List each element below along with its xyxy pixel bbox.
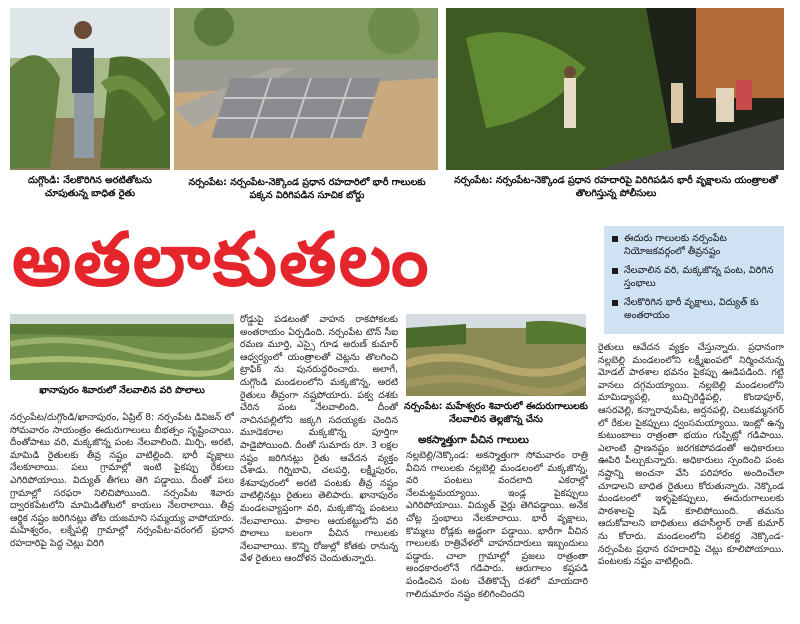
highlight-text: నేలవాలిన వరి, మక్కజొన్న పంట, విరిగిన స్తంభాలు [624, 265, 774, 289]
highlight-text: ఈదురు గాలులకు నర్సంపేట నియోజకవర్గంలో తీవ్రనష్టం [624, 233, 727, 257]
photo-farmer-banana [10, 8, 170, 170]
article-column-1: నర్సంపేట/దుగ్గొండి/ఖానాపురం, ఏప్రిల్ 8: నర్సంపేట డివిజన్ లో సోమవారం సాయంత్రం ఈదురుగాలులు బీభత్సం సృష్టించాయి. దీంతోపాటు వరి, మక్కజొన్న పంట నేలవాలింది. మిర్చి, అరటి, మామిడి రైతులకు తీవ్ర నష్టం వాటిల్లింది. భారీ వృక్షాలు నేలకూలాయి. పలు గ్రామాల్లో ఇంటి పైకప్పు రేకులు ఎగిరిపోయాయి. విద్యుత్ తీగలు తెగి పడ్డాయి. దీంతో పలు గ్రామాల్లో సరఫరా నిలిచిపోయింది. నర్సంపేట శివారు ద్వారకపేటలోని మామిడితోటలో కాయలు నేలరాలాయి. తీవ్ర ఆర్థిక నష్టం జరిగినట్లు తోట యజమాని సమ్మయ్య వాపోయారు. మహేశ్వరం, లక్నేపల్లి గ్రామాల్లో నర్సంపేట-వరంగల్ ప్రధాన రహదారిపై పెద్ద చెట్లు విరిగి [10, 412, 234, 549]
caption-place: నర్సంపేట: [404, 401, 443, 412]
page-headline: అతలాకుతలం [12, 217, 431, 303]
highlight-item [612, 296, 778, 322]
photo-police-clearing-trees [446, 8, 784, 170]
photo-flattened-paddy [10, 314, 234, 380]
photo-fallen-jowar [406, 314, 586, 396]
caption-place: ఖానాపురం శివారులో [39, 385, 116, 396]
highlight-item [612, 264, 778, 290]
bullet-square-icon [612, 268, 618, 274]
caption-text: నర్సంపేట-నెక్కొండ ప్రధాన రహదారిలో భారీ గాలులకు పక్కన విరిగిపడిన సూచిక బోర్డు [230, 177, 426, 201]
caption-text: నేలవాలిన వరి పొలాలు [119, 385, 205, 396]
highlight-text: నేలకొరిగిన భారీ వృక్షాలు, విద్యుత్ కు అంతరాయం [624, 297, 759, 321]
photo-fallen-signboard [174, 8, 438, 170]
article-column-4: రైతులు ఆవేదన వ్యక్తం చేస్తున్నారు. ప్రధానంగా నల్లబెల్లి మండలంలోని లక్ష్మీఖంపలో నిర్మించనున్న మోడల్ పాఠశాల భవనం పైకప్పు ఊడిపడింది. గట్టి వానలు దగ్గమయ్యాయి. నల్లబెల్లి మండలంలోని మామిడ్యాపల్లి, బుచ్చిరెడ్డిపల్లి, కొండాపూర్, ఆసరవెల్లి, కన్నారావుపేట, అర్షనపల్లి, చిలుకమ్మనగర్ లో రేకుల పైకప్పులు ధ్వంసమయ్యాయి. ఇంట్లో ఉన్న కుటుంబాలు రాత్రంతా భయం గుప్పిట్లో గడిపాయి. ఎలాంటి ప్రాణనష్టం జరగకపోవడంతో అధికారులు ఊపిరి పీల్చుకున్నారు. అధికారులు స్పందించి పంట నష్టాన్ని అంచనా వేసి పరిహారం అందించేలా చూడాలని బాధిత రైతులు కోరుతున్నారు. నెక్కొండ మండలంలో ఇళ్ళపైకప్పులు, ఈదురుగాలులకు పాఠశాలపై షెడ్ కూలిపోయింది. తమను ఆదుకోవాలని బాధితులు తహసీల్దార్ రాజ్ కుమార్ ను కోరారు. మండలంలోని పలికర్ణ నెక్కొండ-నర్సంపేట ప్రధాన రహదారిపై చెట్లు కూలిపోయాయి. పంటలకు నష్టం వాటిల్లింది. [598, 342, 784, 568]
caption-photo-4 [10, 384, 234, 397]
caption-place: దుగ్గొండి: [28, 175, 60, 186]
caption-place: నర్సంపేట: [454, 175, 493, 186]
caption-photo-3 [448, 174, 784, 200]
caption-text: నర్సంపేట-నెక్కొండ ప్రధాన రహదారిపై విరిగిపడిన భారీ వృక్షాలను యంత్రాలతో తొలగిస్తున్న పోలీసులు [495, 175, 778, 199]
highlight-item [612, 232, 778, 258]
bullet-square-icon [612, 236, 618, 242]
caption-photo-5 [404, 400, 588, 426]
caption-text: మహేశ్వరం శివారులో ఈదురుగాలులకు నేలవాలిన తెల్లజొన్న చేను [445, 401, 588, 425]
caption-place: నర్సంపేట: [188, 177, 227, 188]
highlights-box [604, 226, 784, 334]
article-column-2: రోడ్డుపై పడటంతో వాహన రాకపోకలకు అంతరాయం ఏర్పడింది. నర్సంపేట టౌన్ సీఐ రమణ మూర్తి, ఎస్సై గూడ అరుణ్ కుమార్ ఆధ్వర్యంలో యంత్రాలతో చెట్లను తొలగించి ట్రాఫిక్ ను పునరుద్ధరించారు. అలాగే, దుగ్గొండి మండలంలోని మక్కజొన్న, అరటి రైతులు తీవ్రంగా నష్టపోయారు. పక్వ దశకు చేరిన పంట నేలవాలింది. దీంతో నాచినపల్లిలోని జక్కగి సదయ్యకు చెందిన మూడెకరాల మక్కజొన్న పూర్తిగా పాడైపోయింది. దీంతో సుమారు రూ. 3 లక్షల నష్టం జరిగినట్లు రైతు ఆవేదన వ్యక్తం చేశాడు. గిర్నిబావి, చలపర్తి, లక్ష్మీపురం, కేశవాపురంలో అరటి పంటకు తీవ్ర నష్టం వాటిల్లినట్లు రైతులు తెలిపారు. ఖానాపురం మండలవ్యాప్తంగా వరి, మక్కజొన్న పంటలు నేలవాలాయి. పాకాల ఆయకట్టులోని వరి పొలాలు బలంగా వీచిన గాలులకు నేలవాలాయి. కొన్ని రోజుల్లో కోతకు రానున్న వేళ రైతులు ఆందోళన చెందుతున్నారు. [240, 314, 398, 565]
caption-photo-1 [10, 174, 170, 200]
column-3-subheading: అకస్మాత్తుగా వీచిన గాలులు [418, 434, 529, 446]
bullet-square-icon [612, 300, 618, 306]
caption-photo-2 [176, 176, 438, 202]
caption-text: నేలకొరిగిన అరటితోటను చూపుతున్న బాధిత రైతు [44, 175, 152, 199]
article-column-3: నల్లబెల్లి/నెక్కొండ: అకస్మాత్తుగా సోమవారం రాత్రి వీచిన గాలులకు నల్లబెల్లి మండలంలో మక్కజొన్న, వరి పంటలు వందలాది ఎకరాల్లో నేలమట్టమయ్యాయి. ఇండ్ల పైకప్పులు ఎగిరిపోయాయి. విద్యుత్ వైర్లు తెగిపడ్డాయి. అనేక చోట్ల స్తంభాలు నేలకూలాయి. భారీ వృక్షాలు, కొమ్మలు రోడ్లకు అడ్డంగా పడ్డాయి. భారీగా వీచిన గాలులకు రాత్రివేళలో వాహనదారులు ఇబ్బందులు పడ్డారు. చాలా గ్రామాల్లో ప్రజలు రాత్రంతా అంధకారంలోనే గడిపారు. ఆరుగాలం కష్టపడి పండించిన పంట చేతికొచ్చే దశలో మాయదారి గాలిదుమారం నష్టం కలిగించిందని [406, 450, 588, 600]
